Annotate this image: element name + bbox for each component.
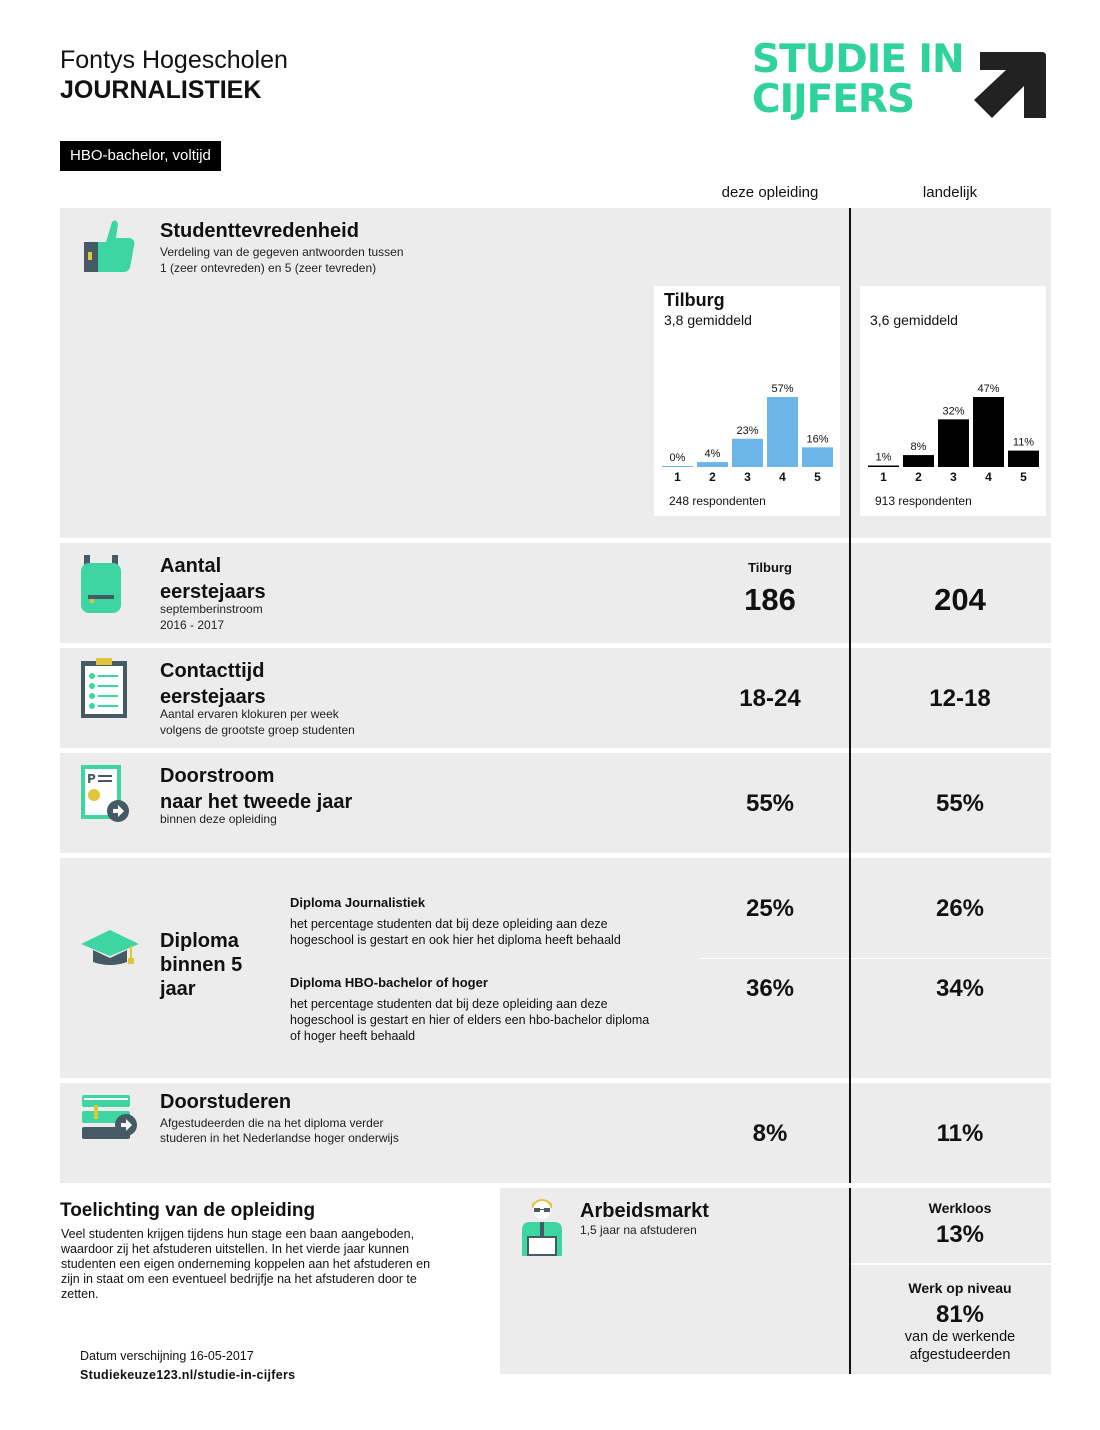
institution-name: Fontys Hogescholen (60, 46, 288, 74)
diploma-a-value-program: 25% (745, 895, 795, 922)
category-tick-label: 4 (779, 470, 786, 484)
category-tick-label: 5 (1020, 470, 1027, 484)
labour-column-divider (849, 1188, 851, 1374)
bar-value-label: 57% (771, 383, 794, 395)
first-years-location: Tilburg (748, 560, 792, 575)
diploma-b-value-national: 34% (935, 975, 985, 1002)
progression-value-program: 55% (745, 790, 795, 817)
further-study-section (60, 1083, 1051, 1183)
contact-title-1: Contacttijd (160, 660, 265, 682)
bar-1 (662, 466, 693, 467)
worker-laptop-icon (520, 1196, 564, 1258)
studie-in-cijfers-logo[interactable] (752, 37, 1052, 124)
program-name: JOURNALISTIEK (60, 76, 262, 104)
further-study-title: Doorstuderen (160, 1091, 292, 1113)
labour-market-title: Arbeidsmarkt (580, 1200, 709, 1222)
diploma-a-title: Diploma Journalistiek (290, 895, 426, 910)
progression-value-national: 55% (935, 790, 985, 817)
category-tick-label: 1 (674, 470, 681, 484)
logo-line-1: STUDIE IN (752, 37, 964, 82)
satisfaction-title: Studenttevredenheid (160, 220, 359, 242)
column-header-national: landelijk (922, 184, 978, 201)
respondents-program: 248 respondenten (669, 494, 766, 508)
first-years-sub-2: 2016 - 2017 (160, 618, 225, 632)
first-years-value-program: 186 (744, 582, 796, 617)
satisfaction-section (60, 208, 1051, 538)
column-header-program: deze opleiding (721, 184, 819, 201)
work-level-label: Werk op niveau (908, 1280, 1012, 1296)
unemployed-value: 13% (935, 1221, 985, 1248)
arrow-up-right-icon (972, 44, 1050, 122)
clipboard-checklist-icon (80, 658, 128, 718)
contact-sub-1: Aantal ervaren klokuren per week (160, 707, 339, 721)
further-study-value-national: 11% (936, 1120, 984, 1147)
bar-3 (938, 419, 969, 467)
diploma-b-text: het percentage studenten dat bij deze opleiding aan deze hogeschool is gestart en hier of elders een hbo-bachelor diploma of hoger heeft behaald (290, 997, 650, 1043)
diploma-section (60, 858, 1051, 1078)
contact-value-national: 12-18 (929, 685, 991, 712)
bar-value-label: 4% (704, 448, 721, 461)
svg-text:P: P (87, 772, 96, 786)
satisfaction-subtitle-2: 1 (zeer ontevreden) en 5 (zeer tevreden) (160, 261, 377, 275)
further-study-sub-1: Afgestudeerden die na het diploma verder (160, 1116, 384, 1130)
bar-value-label: 11% (1012, 436, 1035, 449)
chart-location-title: Tilburg (664, 290, 725, 310)
bar-value-label: 16% (806, 433, 829, 446)
work-level-value: 81% (935, 1301, 985, 1328)
contact-value-program: 18-24 (739, 685, 801, 712)
respondents-national: 913 respondenten (875, 494, 972, 508)
contact-time-section (60, 648, 1051, 748)
category-tick-label: 2 (915, 470, 922, 484)
labour-market-sub: 1,5 jaar na afstuderen (580, 1223, 697, 1237)
work-level-note-1: van de werkende (904, 1329, 1016, 1345)
category-tick-label: 1 (880, 470, 887, 484)
satisfaction-subtitle-1: Verdeling van de gegeven antwoorden tussen (160, 245, 404, 259)
category-tick-label: 3 (744, 470, 751, 484)
category-tick-label: 5 (814, 470, 821, 484)
further-study-value-program: 8% (752, 1120, 788, 1147)
bar-value-label: 32% (942, 405, 965, 418)
satisfaction-chart-national (860, 286, 1046, 516)
contact-title-2: eerstejaars (160, 686, 266, 708)
diploma-title-3: jaar (160, 978, 196, 1000)
category-tick-label: 4 (985, 470, 992, 484)
bar-value-label: 8% (910, 441, 927, 454)
bar-4 (767, 397, 798, 467)
diploma-b-title: Diploma HBO-bachelor of hoger (290, 975, 488, 990)
source-link[interactable]: Studiekeuze123.nl/studie-in-cijfers (80, 1368, 296, 1382)
bar-4 (973, 397, 1004, 467)
progression-title-2: naar het tweede jaar (160, 791, 353, 813)
bar-5 (802, 447, 833, 467)
bar-value-label: 47% (977, 383, 1000, 395)
chart-mean-program: 3,8 gemiddeld (664, 312, 752, 328)
first-years-sub-1: septemberinstroom (160, 602, 263, 616)
progression-sub: binnen deze opleiding (160, 812, 277, 826)
category-tick-label: 2 (709, 470, 716, 484)
note-text: Veel studenten krijgen tijdens hun stage een baan aangeboden, waardoor zij het afstuderen uitstellen. In het vierde jaar kunnen studenten een eigen onderneming koppelen aan het afstuderen en zijn in staat om een eventueel bedrijfje na het afstuderen door te zetten. (61, 1227, 431, 1301)
satisfaction-chart-program (654, 286, 840, 516)
publication-date: Datum verschijning 16-05-2017 (80, 1349, 254, 1363)
labour-divider (851, 1263, 1051, 1265)
first-years-section (60, 543, 1051, 643)
logo-line-2: CIJFERS (752, 77, 915, 122)
further-study-sub-2: studeren in het Nederlandse hoger onderwijs (160, 1131, 399, 1145)
contact-sub-2: volgens de grootste groep studenten (160, 723, 355, 737)
diploma-divider (700, 958, 1051, 959)
bar-chart-program (654, 286, 840, 516)
program-type-badge: HBO-bachelor, voltijd (60, 141, 221, 171)
first-years-title-2: eerstejaars (160, 581, 266, 603)
bar-1 (868, 466, 899, 467)
diploma-b-value-program: 36% (745, 975, 795, 1002)
thumbs-up-icon (82, 218, 136, 274)
note-title: Toelichting van de opleiding (60, 1200, 316, 1221)
progression-title-1: Doorstroom (160, 765, 275, 787)
bar-value-label: 1% (875, 451, 892, 464)
column-divider (849, 208, 851, 1183)
first-years-value-national: 204 (934, 582, 986, 617)
graduation-cap-icon (80, 928, 140, 968)
certificate-next-icon (80, 765, 130, 823)
bar-value-label: 23% (736, 424, 759, 437)
diploma-title-2: binnen 5 (160, 954, 243, 976)
unemployed-label: Werkloos (928, 1200, 992, 1216)
backpack-icon (80, 555, 122, 613)
progression-section (60, 753, 1051, 853)
labour-market-section (500, 1188, 1051, 1374)
work-level-note-2: afgestudeerden (909, 1347, 1011, 1363)
diploma-a-text: het percentage studenten dat bij deze opleiding aan deze hogeschool is gestart en ook hier het diploma heeft behaald (290, 917, 621, 947)
books-next-icon (80, 1093, 140, 1141)
bar-2 (697, 462, 728, 467)
bar-value-label: 0% (669, 452, 686, 464)
bar-3 (732, 439, 763, 467)
bar-5 (1008, 451, 1039, 467)
bar-2 (903, 455, 934, 467)
first-years-title-1: Aantal (160, 555, 222, 577)
chart-mean-national: 3,6 gemiddeld (870, 312, 958, 328)
diploma-title-1: Diploma (160, 930, 239, 952)
diploma-a-value-national: 26% (935, 895, 985, 922)
bar-chart-national (860, 286, 1046, 516)
category-tick-label: 3 (950, 470, 957, 484)
